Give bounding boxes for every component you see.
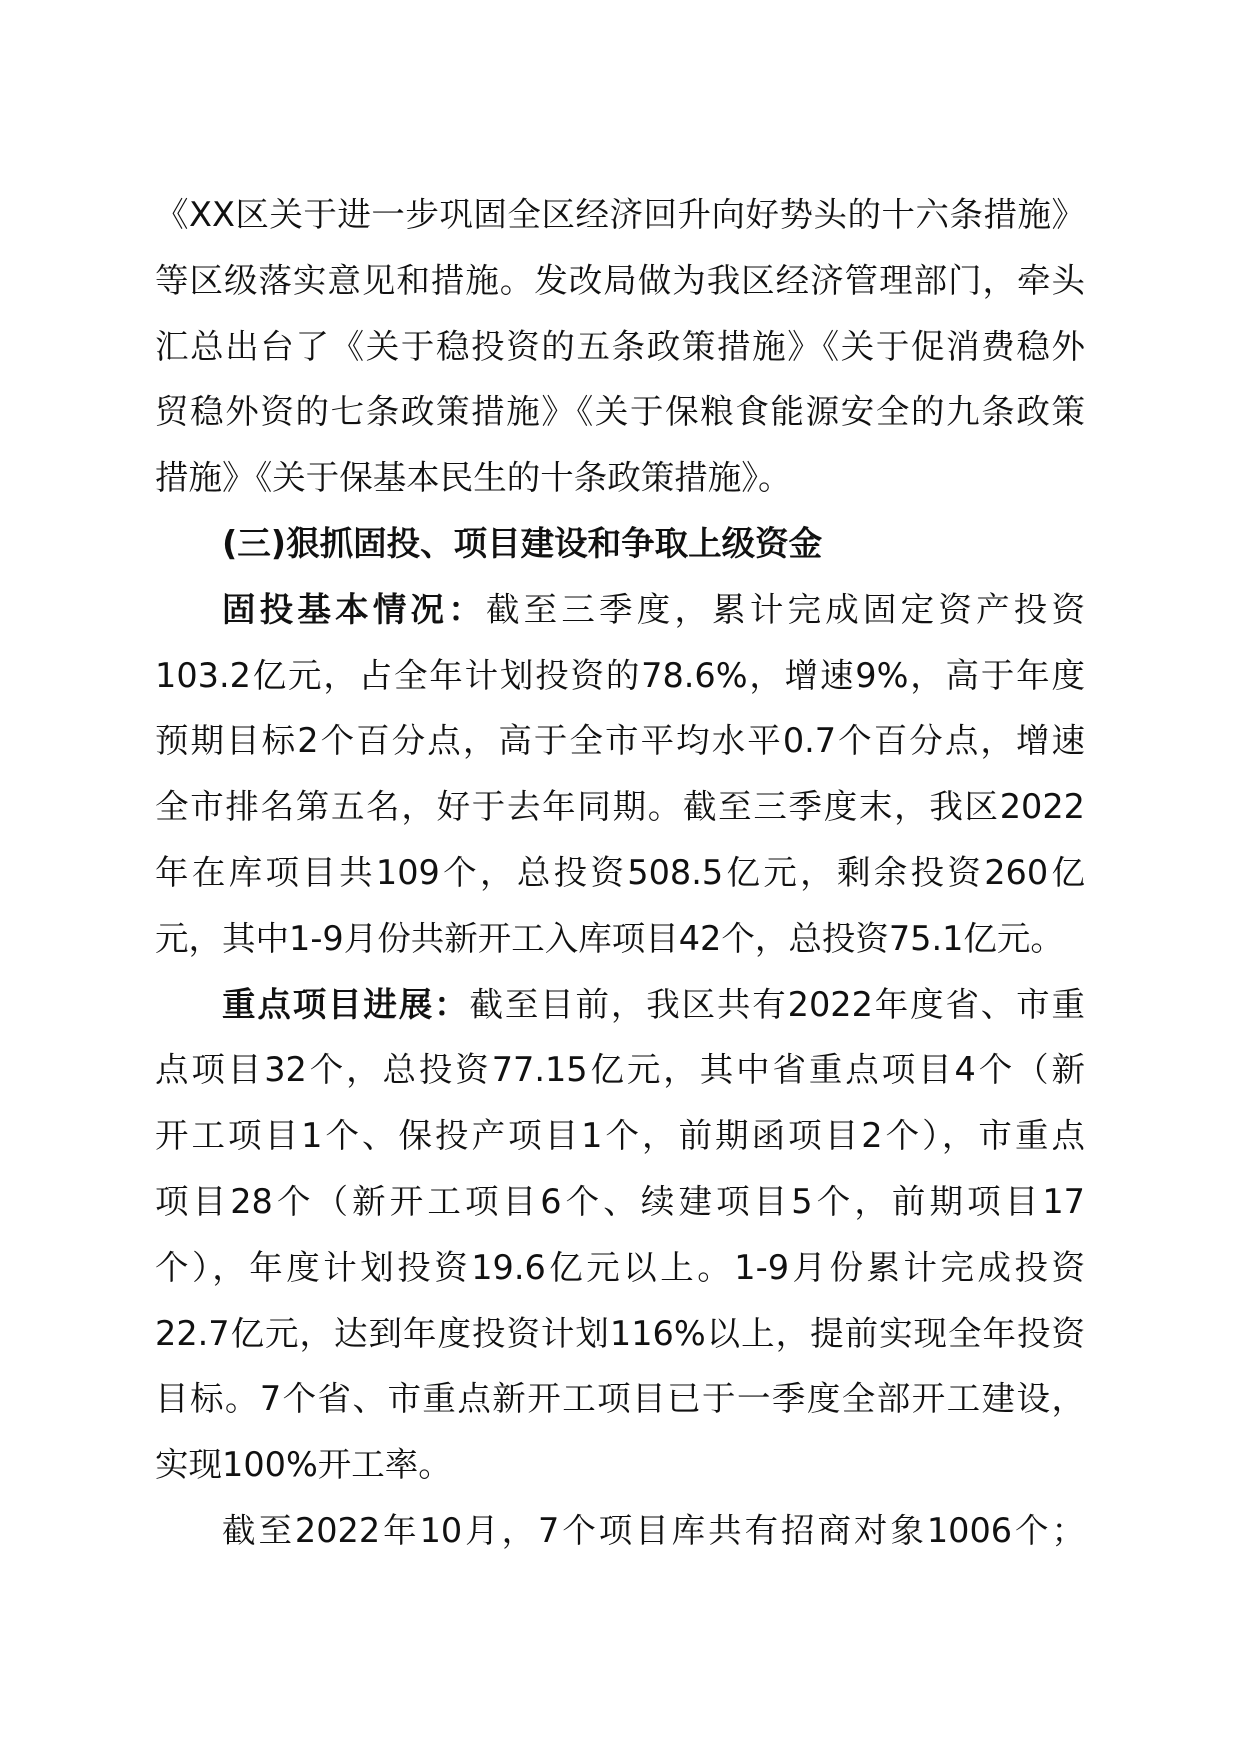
document-body bbox=[155, 182, 1085, 1564]
body-line: 年在库项目共109个，总投资508.5亿元，剩余投资260亿 bbox=[155, 852, 1085, 892]
body-line: 预期目标2个百分点，高于全市平均水平0.7个百分点，增速 bbox=[155, 721, 1085, 761]
fixed-investment-first-line bbox=[155, 577, 1085, 643]
body-line: 元，其中1-9月份共新开工入库项目42个，总投资75.1亿元。 bbox=[155, 918, 1064, 958]
body-line: 开工项目1个、保投产项目1个，前期函项目2个），市重点 bbox=[155, 1116, 1085, 1156]
final-paragraph-line: 截至2022年10月，7个项目库共有招商对象1006个； bbox=[222, 1510, 1085, 1550]
key-projects-first-line bbox=[155, 972, 1085, 1038]
body-line: 汇总出台了《关于稳投资的五条政策措施》《关于促消费稳外 bbox=[155, 326, 1085, 366]
body-line: 个），年度计划投资19.6亿元以上。1-9月份累计完成投资 bbox=[155, 1247, 1085, 1287]
body-line: 目标。7个省、市重点新开工项目已于一季度全部开工建设， bbox=[155, 1379, 1085, 1419]
body-line: 实现100%开工率。 bbox=[155, 1445, 452, 1485]
section-heading: (三)狠抓固投、项目建设和争取上级资金 bbox=[222, 523, 823, 563]
key-projects-label: 重点项目进展： bbox=[222, 984, 470, 1024]
body-line: 等区级落实意见和措施。发改局做为我区经济管理部门，牵头 bbox=[155, 260, 1085, 300]
body-line: 103.2亿元，占全年计划投资的78.6%，增速9%，高于年度 bbox=[155, 655, 1085, 695]
body-line: 措施》《关于保基本民生的十条政策措施》。 bbox=[155, 458, 792, 498]
body-line: 项目28个（新开工项目6个、续建项目5个，前期项目17 bbox=[155, 1181, 1085, 1221]
key-projects-text: 截至目前，我区共有2022年度省、市重 bbox=[469, 984, 1085, 1024]
body-line: 贸稳外资的七条政策措施》《关于保粮食能源安全的九条政策 bbox=[155, 392, 1085, 432]
body-line: 点项目32个，总投资77.15亿元，其中省重点项目4个（新 bbox=[155, 1050, 1085, 1090]
fixed-investment-text: 截至三季度，累计完成固定资产投资 bbox=[485, 589, 1085, 629]
body-line: 《XX区关于进一步巩固全区经济回升向好势头的十六条措施》 bbox=[155, 195, 1085, 234]
body-line: 全市排名第五名，好于去年同期。截至三季度末，我区2022 bbox=[155, 787, 1085, 827]
fixed-investment-label: 固投基本情况： bbox=[222, 589, 486, 629]
body-line: 22.7亿元，达到年度投资计划116%以上，提前实现全年投资 bbox=[155, 1313, 1085, 1353]
